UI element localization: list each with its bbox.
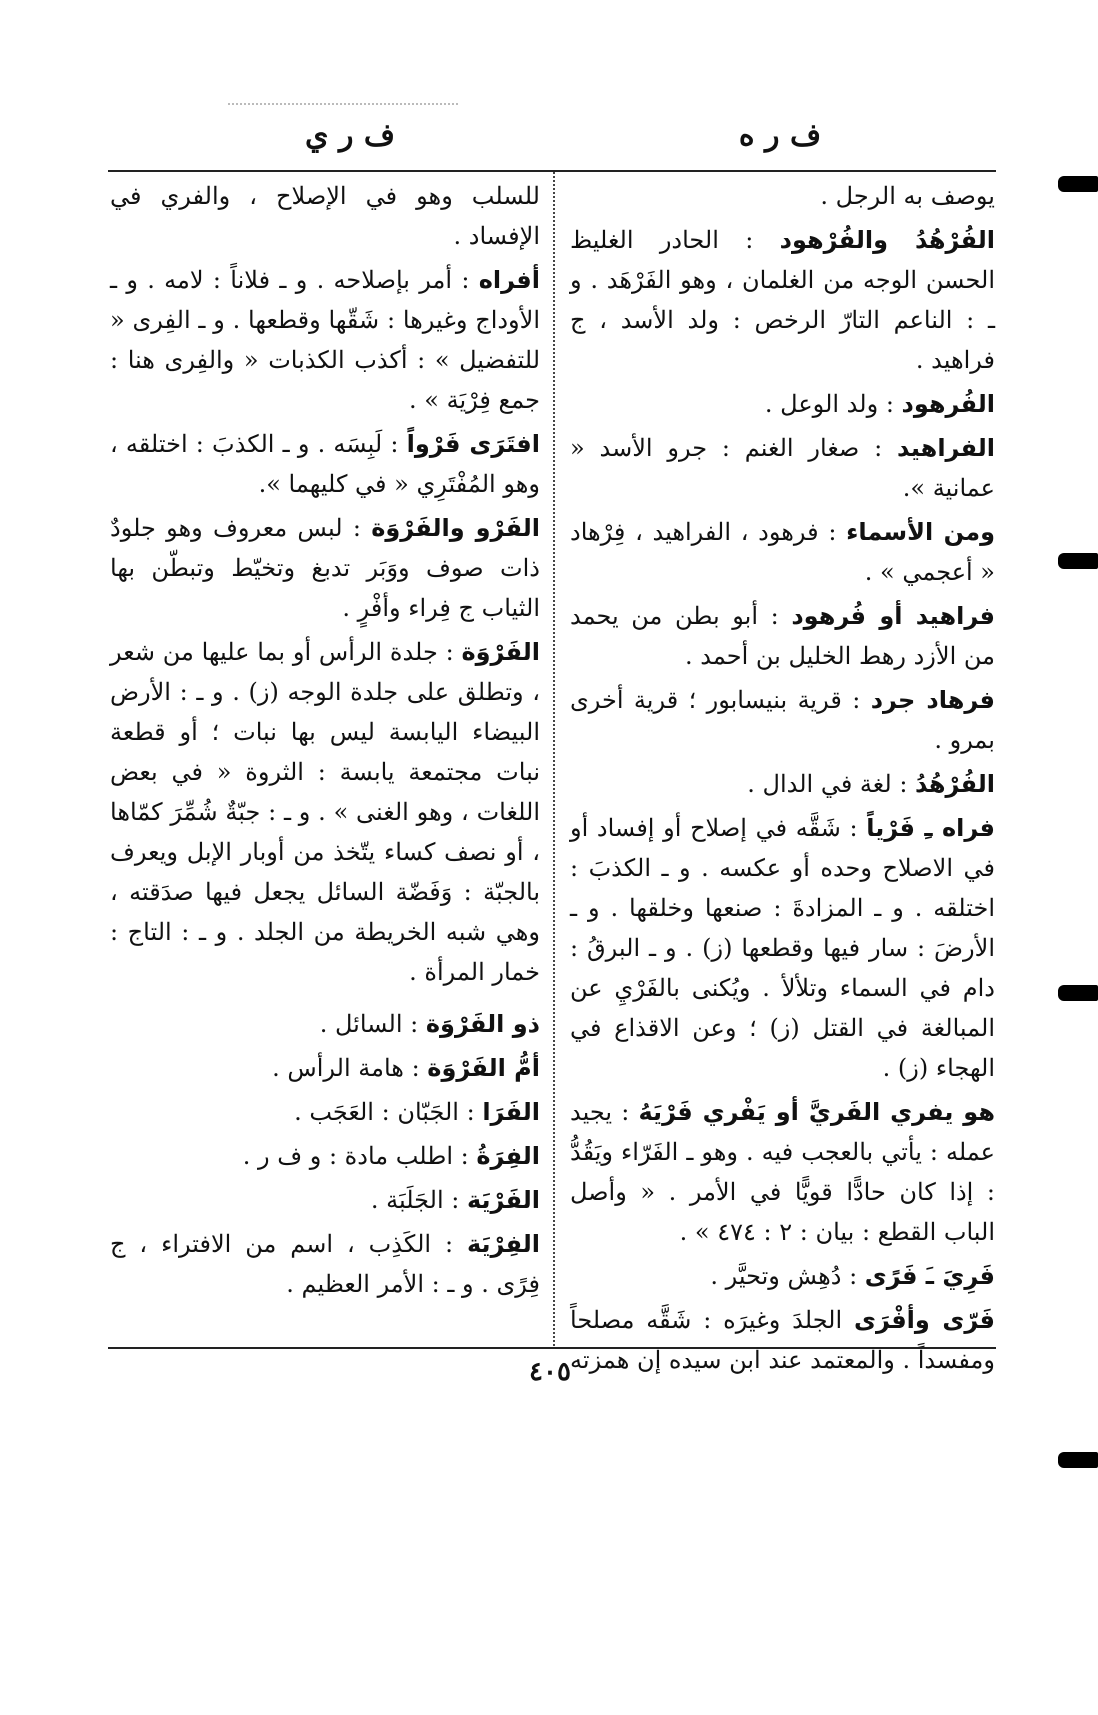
entry-definition: : أمر بإصلاحه . و ـ فلاناً : لامه . و ـ الأوداج وغيرها : شَقّها وقطعها . و ـ الفِرى « للتفضيل » : أكذب الكذبات « والفِرى هنا : جمع فِرْيَة » . bbox=[110, 266, 540, 414]
dictionary-entry bbox=[570, 1256, 995, 1296]
entry-definition: : جلدة الرأس أو بما عليها من شعر ، وتطلق على جلدة الوجه (ز) . و ـ : الأرض البيضاء اليابسة ليس بها نبات ؛ أو قطعة نبات مجتمعة يابسة : الثروة « في بعض اللغات ، وهو الغنى » . و ـ : جبّةٌ شُمِّرَ كمّاها ، أو نصف كساء يتّخذ من أوبار الإبل ويعرف بالجبّة : وَفَضّة السائل يجعل فيها صدَقته ، وهي شبه الخريطة من الجلد . و ـ : التاج : خمار المرأة . bbox=[110, 638, 540, 986]
footer-rule bbox=[108, 1347, 996, 1349]
dictionary-entry bbox=[110, 1180, 540, 1220]
entry-headword: الفُرهود bbox=[901, 390, 995, 418]
column-divider bbox=[553, 172, 555, 1346]
entry-definition: : لبس معروف وهو جلودٌ ذات صوف ووَبَر تدبغ وتخيّط وتبطّن بها الثياب ج فِراء وأفْرٍ . bbox=[110, 514, 540, 622]
entry-definition: : السائل . bbox=[319, 1010, 419, 1038]
entry-definition: : الجَلَبَة . bbox=[370, 1186, 460, 1214]
entry-definition: : شَقَّه في إصلاح أو إفساد أو في الاصلاح وحده أو عكسه . و ـ الكذبَ : اختلقه . و ـ المزادةَ : صنعها وخلقها . و ـ الأرضَ : سار فيها وقطعها (ز) . و ـ البرقُ : دام في السماء وتلألأ . ويُكنى بالفَرْيِ عن المبالغة في القتل (ز) ؛ وعن الاقذاع في الهجاء (ز) . bbox=[570, 814, 995, 1082]
dictionary-entry bbox=[570, 808, 995, 1088]
top-dotted-line bbox=[228, 103, 458, 105]
entry-definition: : دُهِش وتحيَّر . bbox=[710, 1262, 858, 1290]
margin-mark bbox=[1058, 176, 1098, 192]
dictionary-entry bbox=[570, 764, 995, 804]
entry-headword: فراهيد أو فُرهود bbox=[791, 602, 995, 630]
entry-headword: الفَرْو والفَرْوَة bbox=[371, 514, 540, 542]
dictionary-entry bbox=[570, 596, 995, 676]
dictionary-entry bbox=[110, 260, 540, 420]
margin-mark bbox=[1058, 985, 1098, 1001]
entry-headword: فَرِيَ ـَ فَرًى bbox=[864, 1262, 995, 1290]
dictionary-entry bbox=[570, 1092, 995, 1252]
entry-definition: : لغة في الدال . bbox=[747, 770, 908, 798]
header-rule bbox=[108, 170, 996, 172]
entry-definition: : أبو بطن من يحمد من الأزد رهط الخليل بن أحمد . bbox=[570, 602, 995, 670]
entry-headword: افتَرَى فَرْواً bbox=[406, 430, 540, 458]
entry-headword: الفِرَةُ bbox=[476, 1142, 540, 1170]
left-column bbox=[110, 176, 540, 1308]
entry-definition: للسلب وهو في الإصلاح ، والفري في الإفساد . bbox=[110, 182, 540, 250]
right-root-header: ف ر ه bbox=[738, 118, 822, 153]
entry-headword: الفَرْوَة bbox=[461, 638, 540, 666]
dictionary-entry bbox=[570, 680, 995, 760]
entry-headword: الفَرْيَة bbox=[466, 1186, 540, 1214]
entry-definition: : فرهود ، الفراهيد ، فِرْهاد « أعجمي » . bbox=[570, 518, 995, 586]
dictionary-entry bbox=[110, 508, 540, 628]
entry-headword: فراه ـِ فَرْياً bbox=[866, 814, 995, 842]
entry-headword: أمُّ الفَرْوَة bbox=[427, 1054, 540, 1082]
dictionary-entry bbox=[110, 1004, 540, 1044]
dictionary-entry bbox=[110, 424, 540, 504]
dictionary-entry bbox=[110, 1136, 540, 1176]
entry-definition: : يجيد عمله : يأتي بالعجب فيه . وهو ـ الفَرّاء ويَقُدُّ : إذا كان حادًّا قويًّا في الأمر . « وأصل الباب القطع : بيان : ٢ : ٤٧٤ » . bbox=[570, 1098, 995, 1246]
dictionary-entry bbox=[110, 1048, 540, 1088]
entry-headword: أفراه bbox=[478, 266, 540, 294]
dictionary-entry bbox=[570, 176, 995, 216]
entry-headword: الفُرْهُدُ والفُرْهود bbox=[779, 226, 995, 254]
entry-definition: : صغار الغنم : جرو الأسد « عمانية ». bbox=[570, 434, 995, 502]
right-column bbox=[570, 176, 995, 1384]
entry-definition: : هامة الرأس . bbox=[272, 1054, 420, 1082]
entry-definition: يوصف به الرجل . bbox=[820, 182, 995, 210]
entry-definition: : اطلب مادة : و ف ر . bbox=[242, 1142, 469, 1170]
page-number: ٤٠٥ bbox=[529, 1357, 571, 1387]
entry-headword: فَرّى وأفْرَى bbox=[854, 1306, 995, 1334]
entry-definition: : الحادر الغليظ الحسن الوجه من الغلمان ، وهو الفَرْهَد . و ـ : الناعم التارّ الرخص : ولد الأسد ، ج فراهيد . bbox=[570, 226, 995, 374]
left-root-header: ف ر ي bbox=[305, 118, 395, 153]
dictionary-entry bbox=[570, 1300, 995, 1380]
dictionary-entry bbox=[570, 428, 995, 508]
entry-headword: الفُرْهُدُ bbox=[915, 770, 995, 798]
dictionary-entry bbox=[110, 1092, 540, 1132]
entry-headword: الفَرَا bbox=[482, 1098, 540, 1126]
entry-definition: : قرية بنيسابور ؛ قرية أخرى بمرو . bbox=[570, 686, 995, 754]
entry-definition: : الجَبّان : العَجَب . bbox=[294, 1098, 475, 1126]
dictionary-entry bbox=[110, 632, 540, 992]
entry-headword: الفراهيد bbox=[897, 434, 995, 462]
entry-definition: الجلدَ وغيرَه : شَقَّه مصلحاً ومفسداً . والمعتمد عند ابن سيده إن همزته bbox=[570, 1306, 995, 1374]
dictionary-entry bbox=[570, 512, 995, 592]
entry-headword: هو يفري الفَريَّ أو يَفْري فَرْيَهُ bbox=[638, 1098, 995, 1126]
dictionary-entry bbox=[570, 384, 995, 424]
margin-mark bbox=[1058, 1452, 1098, 1468]
entry-definition: : لَبِسَه . و ـ الكذبَ : اختلقه ، وهو المُفْتَرِي « في كليهما ». bbox=[110, 430, 540, 498]
entry-headword: ذو الفَرْوَة bbox=[425, 1010, 540, 1038]
dictionary-entry bbox=[110, 176, 540, 256]
margin-mark bbox=[1058, 553, 1098, 569]
dictionary-entry bbox=[110, 1224, 540, 1304]
dictionary-entry bbox=[570, 220, 995, 380]
entry-headword: الفِرْيَة bbox=[466, 1230, 540, 1258]
entry-definition: : ولد الوعل . bbox=[764, 390, 894, 418]
entry-headword: ومن الأسماء bbox=[846, 518, 995, 546]
entry-definition: : الكَذِب ، اسم من الافتراء ، ج فِرًى . و ـ : الأمر العظيم . bbox=[110, 1230, 540, 1298]
entry-headword: فرهاد جرد bbox=[870, 686, 995, 714]
